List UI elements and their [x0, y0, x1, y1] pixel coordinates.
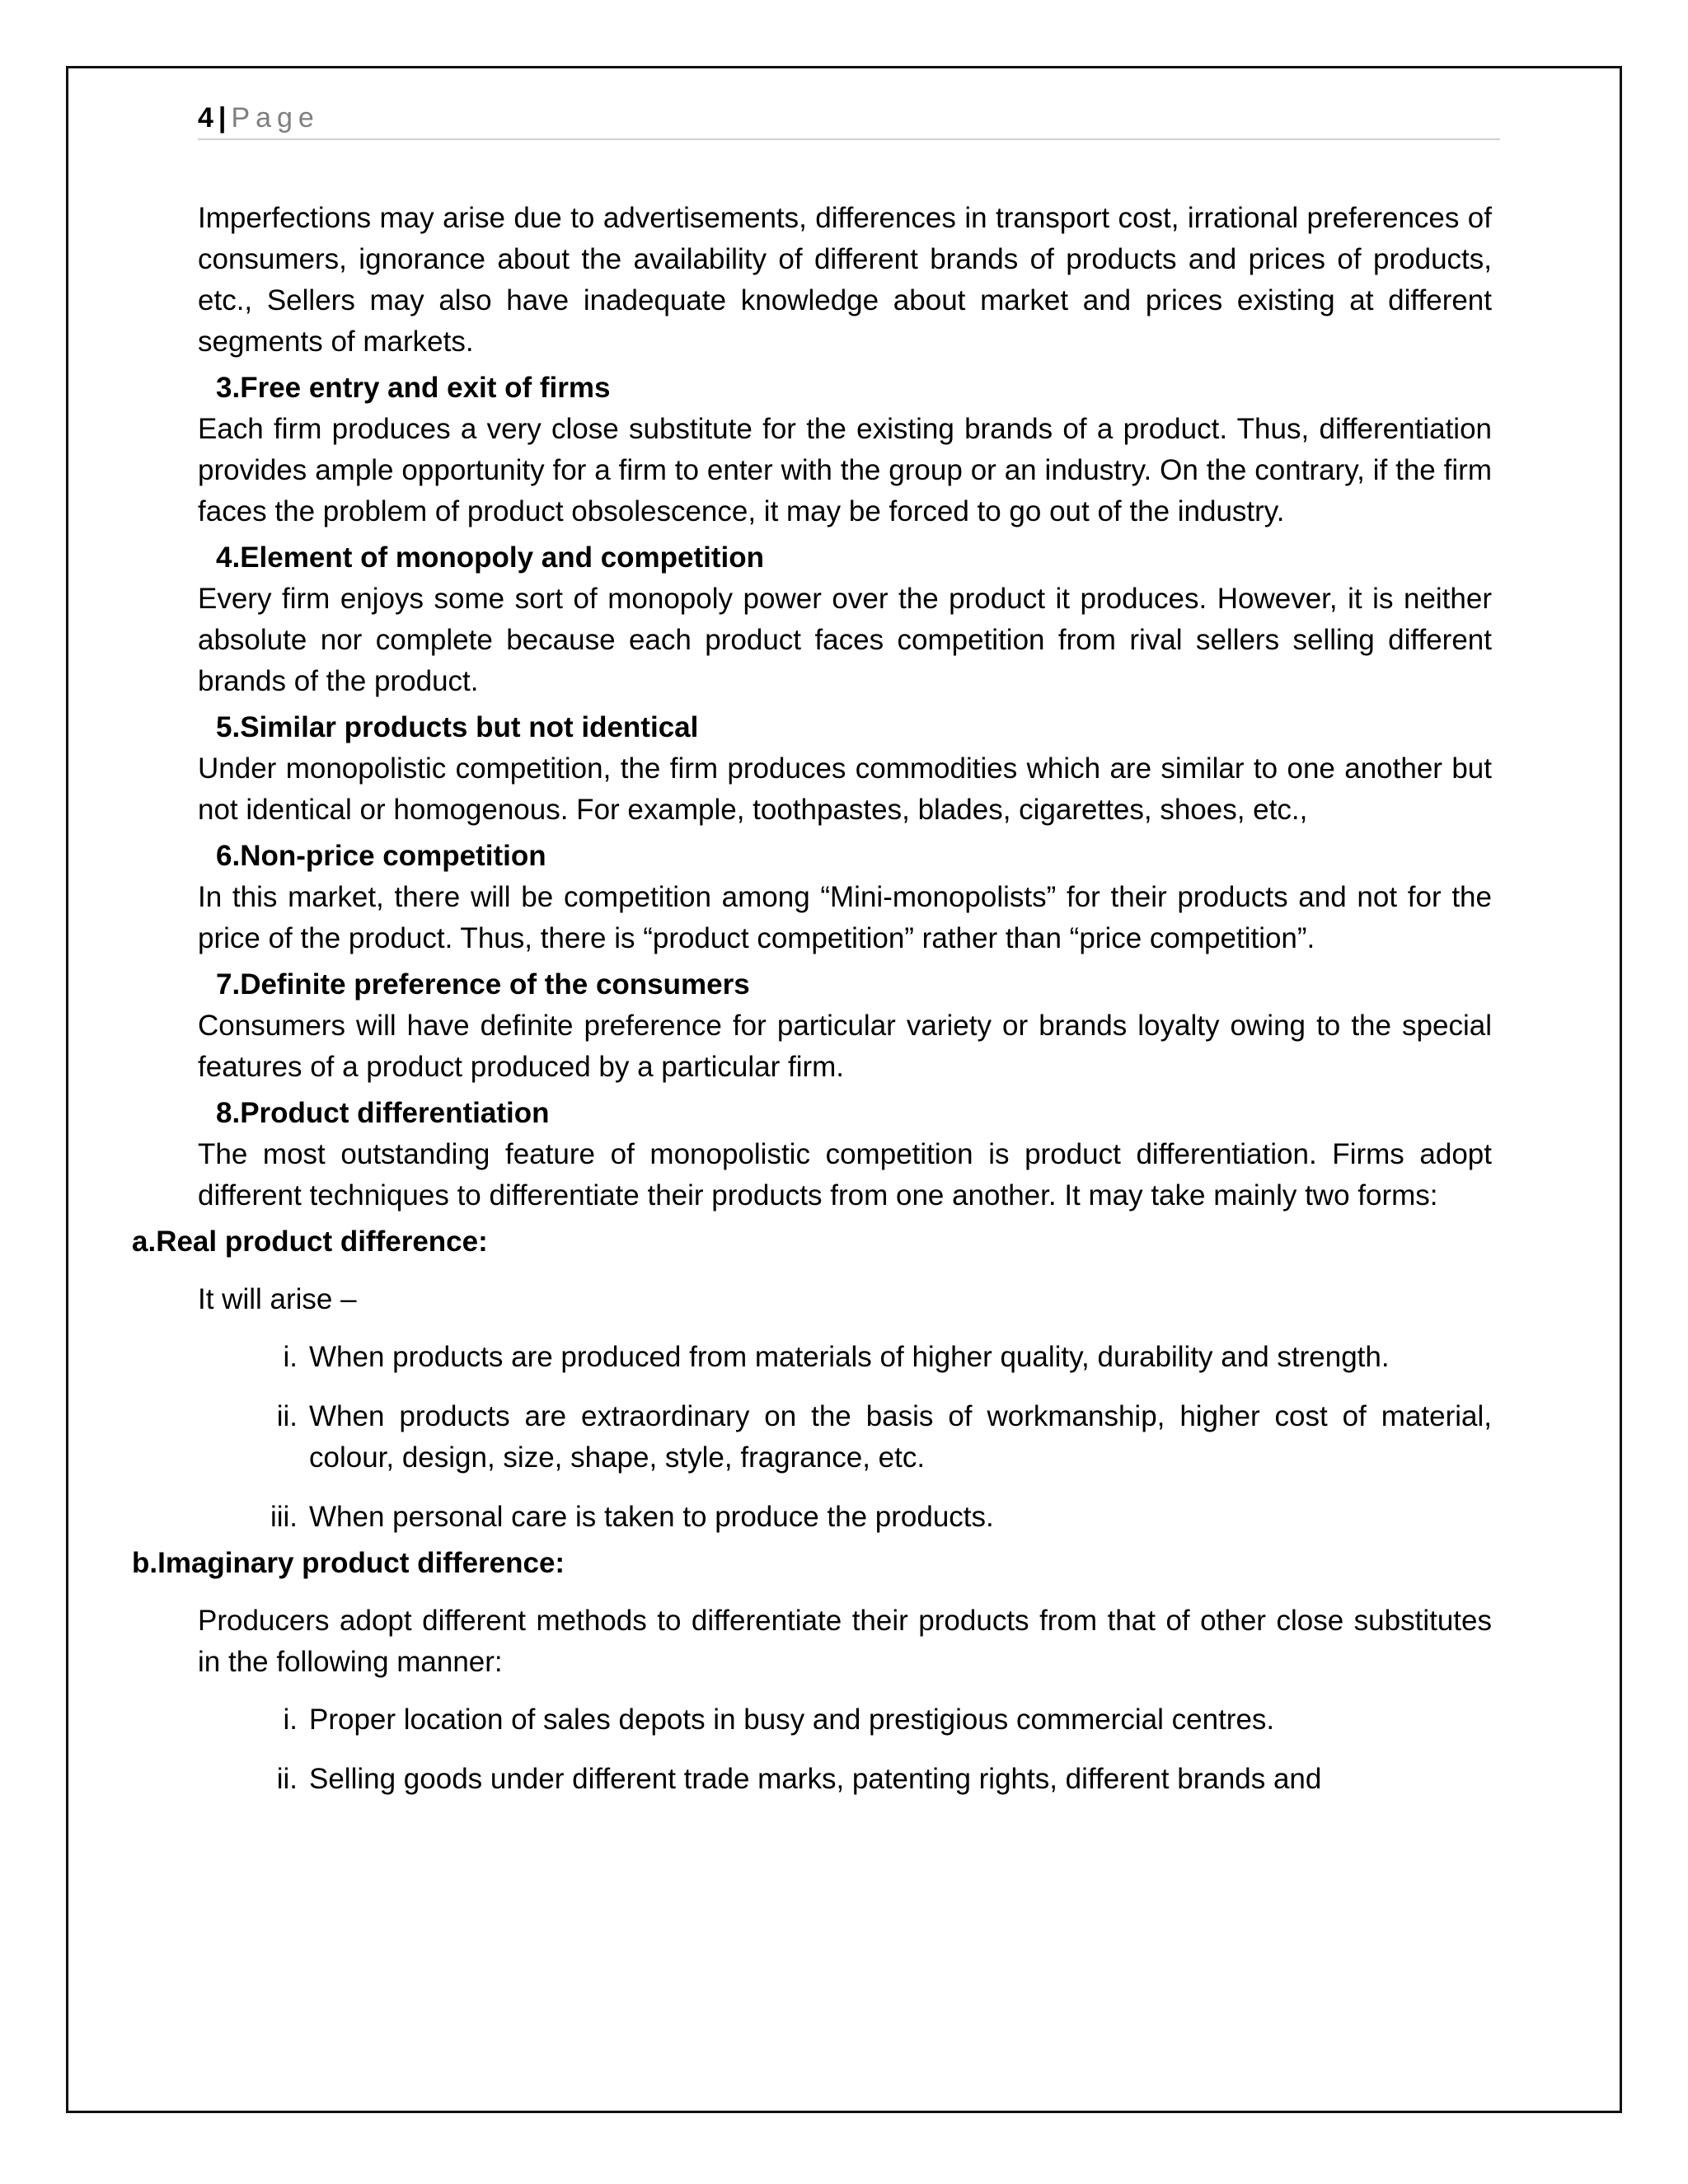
list-item — [198, 1396, 1492, 1479]
list-marker: ii. — [276, 1763, 298, 1795]
paragraph-real-difference: It will arise – — [198, 1283, 357, 1315]
list-marker: iii. — [270, 1501, 298, 1533]
list-marker: ii. — [276, 1400, 298, 1432]
paragraph-non-price: In this market, there will be competition among “Mini-monopolists” for their products and not for the price of the product. Thus, there is “product competition” rather than “price competition”. — [198, 881, 1492, 954]
heading-similar-products: 5.Similar products but not identical — [216, 711, 699, 743]
list-item — [198, 1497, 1492, 1538]
heading-imaginary-difference: b.Imaginary product difference: — [132, 1547, 565, 1579]
list-text: When personal care is taken to produce the products. — [309, 1501, 994, 1533]
heading-definite-preference: 7.Definite preference of the consumers — [216, 968, 750, 1001]
list-imaginary-difference — [198, 1699, 1492, 1800]
page-header — [198, 97, 1500, 140]
list-text: Proper location of sales depots in busy and prestigious commercial centres. — [309, 1704, 1275, 1736]
list-text: Selling goods under different trade marks, patenting rights, different brands and — [309, 1763, 1322, 1795]
paragraph-free-entry: Each firm produces a very close substitute for the existing brands of a product. Thus, differentiation provides ample opportunity for a firm to enter with the group or an industry. On the contrary, if the firm faces the problem of product obsolescence, it may be forced to go out of the industry. — [198, 413, 1492, 527]
list-item — [198, 1699, 1492, 1741]
intro-paragraph: Imperfections may arise due to advertisements, differences in transport cost, irrational preferences of consumers, ignorance about the availability of different brands of products and prices of products, etc., Sellers may also have inadequate knowledge about market and prices existing at different segments of markets. — [198, 202, 1492, 358]
page-number: 4 — [198, 102, 213, 134]
list-item — [198, 1337, 1492, 1378]
paragraph-imaginary-difference: Producers adopt different methods to differentiate their products from that of other close substitutes in the following manner: — [198, 1605, 1492, 1678]
heading-monopoly-competition: 4.Element of monopoly and competition — [216, 541, 765, 574]
list-marker: i. — [283, 1341, 298, 1373]
page-word: Page — [231, 102, 320, 134]
heading-product-differentiation: 8.Product differentiation — [216, 1097, 550, 1129]
document-body — [132, 198, 1492, 1818]
list-real-difference — [198, 1337, 1492, 1538]
heading-non-price: 6.Non-price competition — [216, 840, 546, 872]
list-marker: i. — [283, 1704, 298, 1736]
paragraph-definite-preference: Consumers will have definite preference for particular variety or brands loyalty owing to the special features of a product produced by a particular firm. — [198, 1010, 1492, 1083]
list-text: When products are produced from materials of higher quality, durability and strength. — [309, 1341, 1390, 1373]
paragraph-monopoly-competition: Every firm enjoys some sort of monopoly power over the product it produces. However, it is neither absolute nor complete because each product faces competition from rival sellers selling different brands of the product. — [198, 583, 1492, 697]
paragraph-similar-products: Under monopolistic competition, the firm produces commodities which are similar to one another but not identical or homogenous. For example, toothpastes, blades, cigarettes, shoes, etc., — [198, 752, 1492, 826]
header-separator: | — [218, 102, 227, 134]
heading-real-difference: a.Real product difference: — [132, 1226, 488, 1258]
heading-free-entry: 3.Free entry and exit of firms — [216, 372, 611, 404]
list-text: When products are extraordinary on the basis of workmanship, higher cost of material, colour, design, size, shape, style, fragrance, etc. — [309, 1400, 1492, 1474]
list-item — [198, 1759, 1492, 1800]
paragraph-product-differentiation: The most outstanding feature of monopolistic competition is product differentiation. Firms adopt different techniques to differentiate their products from one another. It may take mainly two forms: — [198, 1138, 1492, 1212]
